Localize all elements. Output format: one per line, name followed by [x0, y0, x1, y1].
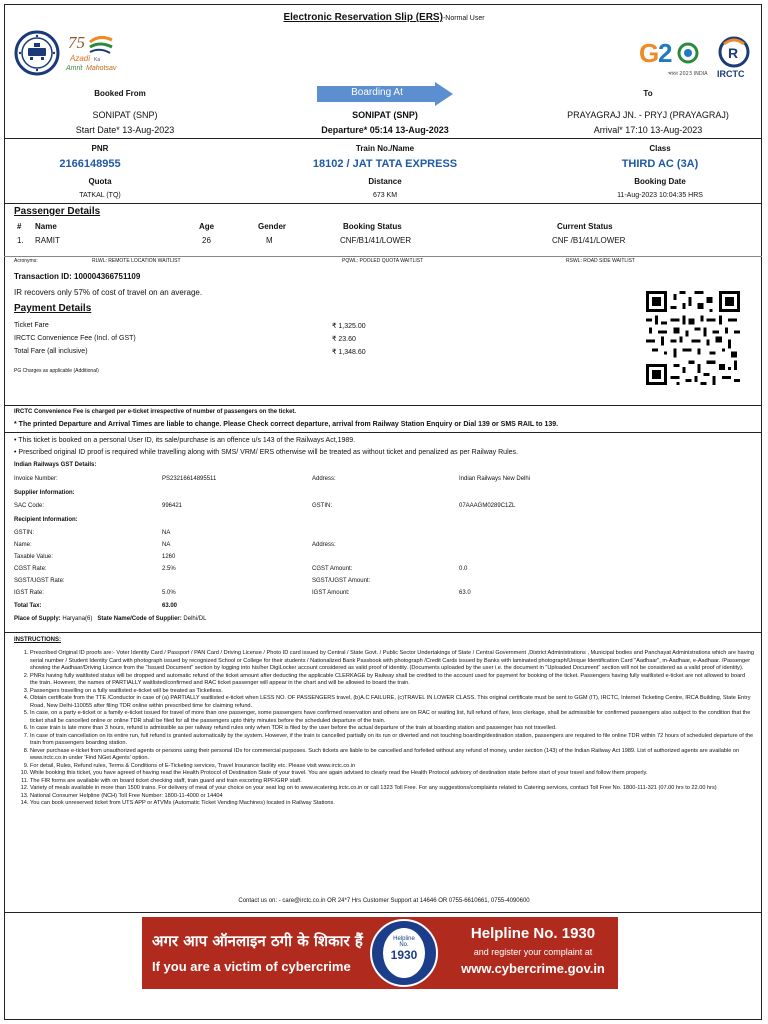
seal-no-text: No.: [399, 942, 409, 948]
cgst-rate-value: 2.5%: [162, 566, 176, 572]
ticket-fare-label: Ticket Fare: [14, 322, 49, 329]
igst-amount-label: IGST Amount:: [312, 590, 350, 596]
acronym-pqwl: PQWL: POOLED QUOTA WAITLIST: [342, 258, 424, 264]
notice-bullet-1: • This ticket is booked on a personal User ID, its sale/purchase is an offence u/s 143 of the Railways Act,1989.: [14, 437, 356, 444]
place-of-supply: Place of Supply: Haryana(6) State Name/Code of Supplier: Delhi/DL: [14, 616, 207, 622]
igst-rate-value: 5.0%: [162, 590, 176, 596]
sac-label: SAC Code:: [14, 503, 45, 509]
convenience-fee-value: ₹ 23.60: [332, 336, 356, 343]
instructions-title: INSTRUCTIONS:: [14, 637, 61, 643]
address-label: Address:: [312, 476, 336, 482]
mahotsav-logo-icon: [64, 30, 128, 74]
cgst-amount-label: CGST Amount:: [312, 566, 353, 572]
convenience-fee-label: IRCTC Convenience Fee (Incl. of GST): [14, 335, 136, 342]
g20-logo-icon: [638, 34, 710, 78]
notice-bullet-2: • Prescribed original ID proof is required while travelling along with SMS/ VRM/ ERS otherwise will be treated as without ticket and penalized as per Railway Rules.: [14, 449, 518, 456]
list-item: 2. PNRs having fully waitlisted status will be dropped and automatic refund of the ticket amount after deducting the applicable CLERKAGE by Railway shall be credited to the account used for payment for booking of the ticket. Passengers having fully waitlisted e-ticket are not allowed to board the train. However, the names of PARTIALLY waitlisted/confirmed and RAC ticket passenger will appear in the chart and will be allowed to board the train.: [30, 673, 754, 688]
svg-text:G: G: [639, 38, 660, 68]
col-header-booking-status: Booking Status: [343, 222, 402, 231]
acronyms-label: Acronyms:: [14, 258, 38, 264]
svg-text:Mahotsav: Mahotsav: [86, 65, 117, 72]
helpline-number: Helpline No. 1930: [470, 925, 596, 942]
col-header-gender: Gender: [258, 222, 287, 231]
total-tax-value: 63.00: [162, 603, 178, 609]
register-text: and register your complaint at: [473, 947, 593, 957]
g20-logo: [638, 34, 710, 78]
invoice-label: Invoice Number:: [14, 476, 58, 482]
pnr-label: PNR: [91, 144, 109, 153]
recipient-address-label: Address:: [312, 542, 336, 548]
passenger-name: RAMIT: [35, 236, 60, 245]
svg-text:R: R: [728, 45, 739, 61]
divider: [4, 632, 762, 633]
boarding-station: SONIPAT (SNP): [352, 110, 418, 120]
helpline-seal-inner: [383, 928, 425, 978]
cost-recovery-note: IR recovers only 57% of cost of travel on an average.: [14, 288, 203, 297]
svg-text:Amrit: Amrit: [66, 65, 83, 72]
list-item: 9. For detail, Rules, Refund rules, Terms & Conditions of E-Ticketing services, Travel Insurance facility etc. Please visit www.irctc.co.in: [30, 763, 754, 771]
seal-top-text: Helpline: [393, 936, 415, 942]
irctc-logo: [712, 34, 756, 80]
cgst-amount-value: 0.0: [459, 566, 468, 572]
train-value: 18102 / JAT TATA EXPRESS: [312, 158, 458, 170]
sgst-rate-label: SGST/UGST Rate:: [14, 578, 65, 584]
sgst-amount-label: SGST/UGST Amount:: [312, 578, 371, 584]
list-item: 8. Never purchase e-ticket from unauthorized agents or persons using their personal IDs for commercial purposes. Such tickets are liable to be cancelled and forfeited without any refund of money, under section (143) of the Indian Railway Act 1989. List of authorized agents are available on www.irctc.co.in under 'Find NGet Agents' option.: [30, 748, 754, 763]
passenger-booking-status: CNF/B1/41/LOWER: [340, 236, 412, 245]
pg-charges-note: PG Charges as applicable (Additional): [14, 368, 99, 374]
divider: [4, 912, 762, 913]
page-title: Electronic Reservation Slip (ERS)-Normal User: [283, 12, 485, 23]
taxable-value-label: Taxable Value:: [14, 554, 53, 560]
list-item: 4. Obtain certificate from the TTE /Conductor in case of (a) PARTIALLY waitlisted e-ticket when LESS NO. OF PASSENGERS travel, (b)A.C FAILURE, (c)TRAVEL IN LOWER CLASS. This original certificate must be sent to GGM (IT), IRCTC, Internet Ticketing Centre, IRCA Building, State Entry Road, New Delhi-110055 after filing TDR online within prescribed time for claiming refund.: [30, 695, 754, 710]
acronym-rlwl: RLWL: REMOTE LOCATION WAITLIST: [92, 258, 181, 264]
igst-rate-label: IGST Rate:: [14, 590, 44, 596]
convenience-fee-note: IRCTC Convenience Fee is charged per e-ticket irrespective of number of passengers on the ticket.: [14, 409, 297, 415]
list-item: 3. Passengers travelling on a fully waitlisted e-ticket will be treated as Ticketless.: [30, 688, 754, 696]
cgst-rate-label: CGST Rate:: [14, 566, 47, 572]
cybercrime-url: www.cybercrime.gov.in: [461, 961, 605, 976]
list-item: 12. Variety of meals available in more than 1500 trains. For delivery of meal of your choice on your seat log on to www.ecatering.irctc.co.in or call 1323 Toll Free. For any suggestions/complaints related to Catering services, contact Toll Free No. 1800-111-321 (07.00 hrs to 22.00 hrs): [30, 785, 754, 793]
ticket-fare-value: ₹ 1,325.00: [332, 323, 366, 330]
irctc-logo-icon: [712, 34, 756, 80]
divider: [4, 203, 762, 204]
banner-english-text: If you are a victim of cybercrime: [152, 959, 351, 974]
list-item: 5. In case, on a party e-ticket or a family e-ticket issued for travel of more than one passenger, some passengers have confirmed reservation and others are on RAC or waiting list, full refund of fare, less clerkage, shall be admissible for confirmed passengers also subject to the condition that the ticket shall be cancelled online or online TDR shall be filed for all the passengers upto thirty minutes before the scheduled departure of the train.: [30, 710, 754, 725]
azadi-ka-amrit-mahotsav-logo: [64, 30, 128, 74]
list-item: 1. Prescribed Original ID proofs are:- Voter Identity Card / Passport / PAN Card / Driving License / Photo ID card issued by Central / State Govt. / Public Sector Undertakings of State / Central Government ,District Administrations , Municipal bodies and Panchayat Administrations which are having serial number / Student Identity Card with photograph issued by recognized School or College for their students / Nationalized Bank Passbook with photograph /Credit Cards issued by Banks with laminated photograph/Unique Identification Card "Aadhaar", m-Aadhaar, e-Aadhaar. /Passenger showing the Aadhaar/Driving Licence from the "Issued Document" section by logging into his/her DigiLocker account considered as valid proof of identity. (Documents uploaded by the user i.e. the document in "Uploaded Document" section will not be considered as a valid proof of identity).: [30, 650, 754, 673]
svg-text:75: 75: [68, 33, 85, 52]
transaction-id: Transaction ID: 100004366751109: [14, 272, 141, 281]
arrival-time: Arrival* 17:10 13-Aug-2023: [593, 125, 703, 135]
col-header-current-status: Current Status: [557, 222, 613, 231]
recipient-name-label: Name:: [14, 542, 32, 548]
passenger-age: 26: [202, 236, 211, 245]
passenger-gender: M: [266, 236, 273, 245]
list-item: 13. National Consumer Helpline (NCH) Toll Free Number: 1800-11-4000 or 14404: [30, 793, 754, 801]
list-item: 6. In case train is late more than 3 hours, refund is admissible as per railway refund rules only when TDR is filed by the user before the actual departure of the train at boarding station and passenger has not travelled.: [30, 725, 754, 733]
sac-value: 996421: [162, 503, 183, 509]
booking-date-label: Booking Date: [634, 177, 686, 186]
col-header-age: Age: [199, 222, 215, 231]
col-header-name: Name: [35, 222, 57, 231]
from-station: SONIPAT (SNP): [92, 110, 158, 120]
pnr-value: 2166148955: [59, 158, 121, 170]
gst-title: Indian Railways GST Details:: [14, 462, 97, 468]
svg-text:Azadi: Azadi: [70, 54, 91, 63]
distance-value: 673 KM: [372, 192, 398, 199]
cybercrime-banner: [142, 917, 618, 989]
to-station: PRAYAGRAJ JN. - PRYJ (PRAYAGRAJ): [567, 110, 729, 120]
start-date: Start Date* 13-Aug-2023: [75, 125, 175, 135]
passenger-section-title: Passenger Details: [14, 206, 101, 217]
recipient-gstin-label: GSTIN:: [14, 530, 35, 536]
payment-section-title: Payment Details: [14, 303, 92, 314]
booked-from-label: Booked From: [94, 89, 146, 98]
train-label: Train No./Name: [355, 144, 415, 153]
recipient-name-value: NA: [162, 542, 171, 548]
divider: [4, 256, 762, 257]
booking-date-value: 11-Aug-2023 10:04:35 HRS: [617, 192, 703, 199]
list-item: 11. The FIR forms are available with on board ticket checking staff, train guard and train escorting RPF/GRP staff.: [30, 778, 754, 786]
divider: [4, 138, 762, 139]
to-label: To: [643, 89, 653, 98]
svg-text:Ka: Ka: [94, 57, 101, 63]
timing-note: * The printed Departure and Arrival Times are liable to change. Please Check correct departure, arrival from Railway Station Enquiry or Dial 139 or SMS RAIL to 139.: [14, 421, 559, 428]
divider: [4, 432, 762, 433]
total-fare-value: ₹ 1,348.60: [332, 349, 366, 356]
passenger-current-status: CNF /B1/41/LOWER: [552, 236, 626, 245]
taxable-value: 1260: [162, 554, 176, 560]
col-header-num: #: [17, 222, 22, 231]
seal-number: 1930: [390, 948, 418, 962]
departure-time: Departure* 05:14 13-Aug-2023: [321, 125, 449, 135]
invoice-value: PS23216614895511: [162, 476, 217, 482]
recipient-gstin-value: NA: [162, 530, 171, 536]
list-item: 10. While booking this ticket, you have agreed of having read the Health Protocol of Destination State of your travel. You are again advised to clearly read the Health Protocol advisory of destination state before start of your travel and follow them properly.: [30, 770, 754, 778]
distance-label: Distance: [368, 177, 402, 186]
total-fare-label: Total Fare (all inclusive): [14, 348, 88, 355]
total-tax-label: Total Tax:: [14, 603, 42, 609]
supplier-title: Supplier Information:: [14, 490, 75, 496]
svg-text:IRCTC: IRCTC: [717, 69, 745, 79]
helpline-seal: [370, 919, 438, 987]
class-value: THIRD AC (3A): [621, 158, 699, 170]
supplier-gstin-label: GSTIN:: [312, 503, 333, 509]
divider: [4, 405, 762, 406]
supplier-gstin-value: 07AAAGM0289C1ZL: [459, 503, 516, 509]
quota-value: TATKAL (TQ): [79, 192, 121, 199]
list-item: 7. In case of train cancellation on its entire run, full refund is granted automatically by the system. However, if the train is cancelled partially on its run or diverted and not touching boarding/destination station, passengers are required to file online TDR within 72 hours of scheduled departure of the train from passengers boarding station.: [30, 733, 754, 748]
qr-code-icon: [646, 291, 740, 385]
instructions-list: [16, 650, 754, 808]
boarding-at-arrow: [317, 82, 453, 106]
contact-info: Contact us on: - care@irctc.co.in OR 24*7 Hrs Customer Support at 14646 OR 0755-6610661, 0755-4090600: [238, 898, 530, 904]
list-item: 14. You can book unreserved ticket from UTS APP or ATVMs (Automatic Ticket Vending Machines) located in Railway Stations.: [30, 800, 754, 808]
page-border: [4, 4, 762, 1020]
indian-railways-logo-icon: [14, 30, 60, 76]
address-value: Indian Railways New Delhi: [459, 476, 531, 482]
igst-amount-value: 63.0: [459, 590, 471, 596]
boarding-at-label: Boarding At: [351, 87, 403, 98]
passenger-num: 1.: [17, 236, 24, 245]
recipient-title: Recipient Information:: [14, 517, 78, 523]
svg-text:2: 2: [658, 38, 673, 68]
banner-hindi-text: अगर आप ऑनलाइन ठगी के शिकार हैं: [152, 932, 363, 950]
svg-text:भारत 2023 INDIA: भारत 2023 INDIA: [668, 71, 708, 77]
class-label: Class: [649, 144, 671, 153]
acronym-rswl: RSWL: ROAD SIDE WAITLIST: [566, 258, 635, 264]
quota-label: Quota: [88, 177, 112, 186]
